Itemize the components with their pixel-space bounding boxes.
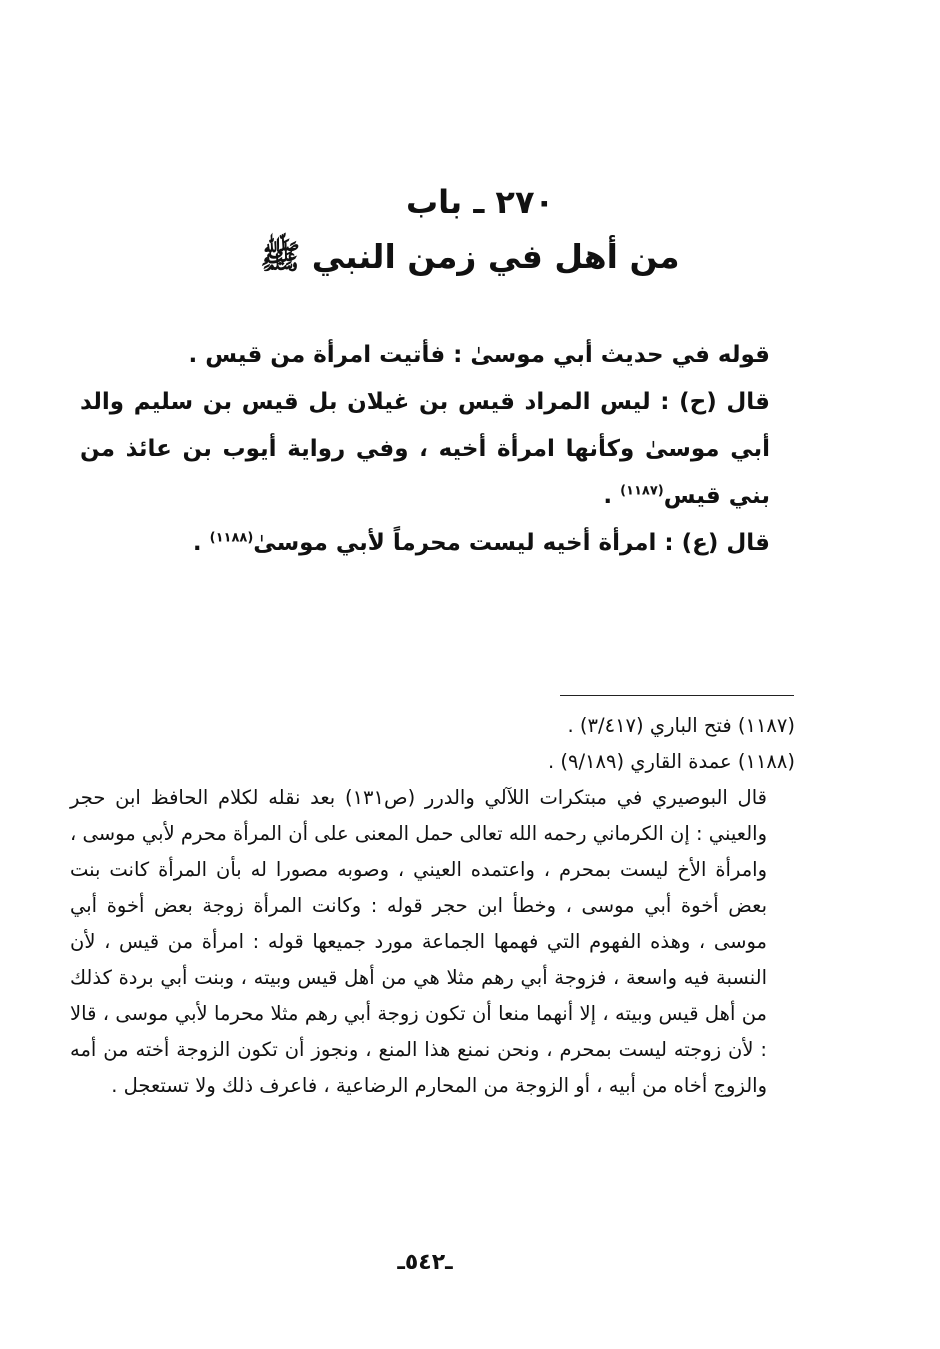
paragraph-2-end: . <box>603 483 621 509</box>
main-text <box>80 332 810 567</box>
footnote-commentary: قال البوصيري في مبتكرات اللآلي والدرر (ص١٣١) بعد نقله لكلام الحافظ ابن حجر والعيني : إن الكرماني رحمه الله تعالى حمل المعنى على أن المرأة محرم لأبي موسى ، وامرأة الأخ ليست بمحرم ، واعتمده العيني ، وصوبه مصورا له بأن المرأة كانت بنت بعض أخوة أبي موسى ، وخطأ ابن حجر قوله : وكانت المرأة زوجة بعض أخوة أبي موسى ، وهذه الفهوم التي فهمها الجماعة مورد جميعها قوله : امرأة من قيس ، لأن النسبة فيه واسعة ، فزوجة أبي رهم مثلا هي من أهل قيس وبيته ، وبنت أبي بردة كذلك من أهل قيس وبيته ، إلا أنهما منعا أن تكون زوجة أبي رهم مثلا محرما لأبي موسى ، قالا : لأن زوجته ليست بمحرم ، ونحن نمنع هذا المنع ، ونجوز أن تكون الزوجة أخته من أمه والزوج أخاه من أبيه ، أو الزوجة من المحارم الرضاعية ، فاعرف ذلك ولا تستعجل . <box>70 786 767 1097</box>
footnote-ref-1188: (١١٨٨) <box>209 530 254 546</box>
chapter-number: ٢٧٠ ـ باب <box>406 183 554 221</box>
chapter-header <box>0 180 940 282</box>
paragraph-3-text: قال (ع) : امرأة أخيه ليست محرماً لأبي موسىٰ <box>253 530 770 556</box>
paragraph-3 <box>80 520 810 567</box>
paragraph-2-text: قال (ح) : ليس المراد قيس بن غيلان بل قيس بن سليم والد أبي موسىٰ وكأنها امرأة أخيه ، وفي رواية أيوب بن عائذ من بني قيس <box>80 389 770 509</box>
page-number: ـ٥٤٢ـ <box>397 1250 453 1275</box>
footnote-divider <box>560 695 794 696</box>
footnotes <box>70 708 795 1104</box>
paragraph-3-end: . <box>192 530 210 556</box>
chapter-title: من أهل في زمن النبي ﷺ <box>260 237 680 276</box>
footnote-ref-1187: (١١٨٧) <box>620 483 664 499</box>
paragraph-2 <box>80 379 810 520</box>
paragraph-1: قوله في حديث أبي موسىٰ : فأتيت امرأة من قيس . <box>188 342 770 368</box>
footnote-1188: (١١٨٨) عمدة القاري (٩/١٨٩) . <box>547 750 795 773</box>
footnote-1187: (١١٨٧) فتح الباري (٣/٤١٧) . <box>567 714 795 737</box>
